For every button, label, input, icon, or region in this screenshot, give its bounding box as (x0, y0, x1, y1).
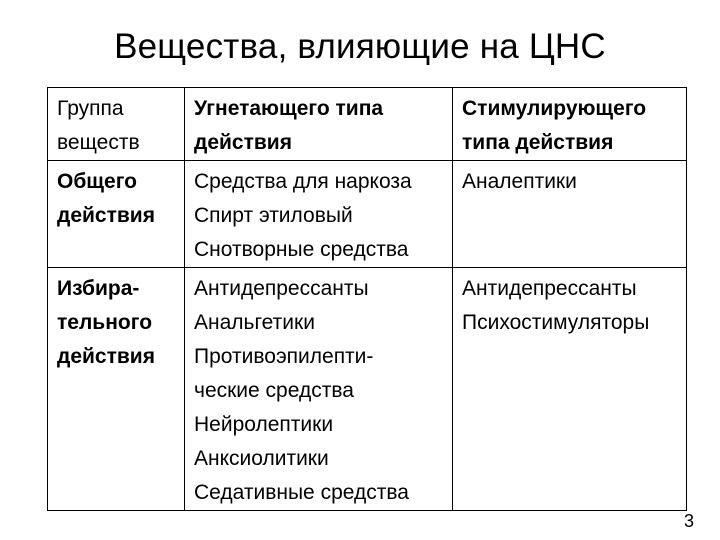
substances-table (47, 87, 687, 511)
header-stimulant-line: Стимулирующего (462, 97, 647, 120)
header-cell-stimulant (453, 88, 687, 161)
header-cell-group (48, 88, 185, 161)
slide-title: Вещества, влияющие на ЦНС (114, 27, 606, 66)
group-line: действия (57, 204, 155, 227)
header-cell-depressant (185, 88, 453, 161)
drug-item: Противоэпилепти- (194, 345, 374, 368)
drug-item: Антидепрессанты (462, 277, 637, 300)
drug-item: Снотворные средства (194, 238, 409, 261)
page-number: 3 (683, 511, 694, 531)
stimulant-cell-general (453, 161, 687, 268)
drug-item: Спирт этиловый (194, 204, 353, 227)
group-line: действия (57, 345, 155, 368)
header-group-line: веществ (57, 131, 140, 154)
drug-item: Антидепрессанты (194, 277, 369, 300)
drug-item: Средства для наркоза (194, 170, 412, 193)
header-stimulant-line: типа действия (462, 131, 614, 154)
drug-item: Анксиолитики (194, 447, 329, 470)
drug-item: ческие средства (194, 379, 354, 402)
table-header-row (48, 88, 687, 161)
group-cell-selective (48, 268, 185, 511)
drug-item: Анальгетики (194, 311, 315, 334)
group-line: Избира- (57, 277, 140, 300)
depressant-cell-selective (185, 268, 453, 511)
drug-item: Психостимуляторы (462, 311, 650, 334)
drug-item: Нейролептики (194, 413, 334, 436)
group-cell-general (48, 161, 185, 268)
header-depressant-line: действия (194, 131, 292, 154)
stimulant-cell-selective (453, 268, 687, 511)
group-line: тельного (57, 311, 153, 334)
drug-item: Седативные средства (194, 481, 409, 504)
header-depressant-line: Угнетающего типа (194, 97, 384, 120)
table-row-general (48, 161, 687, 268)
table-row-selective (48, 268, 687, 511)
group-line: Общего (57, 170, 138, 193)
drug-item: Аналептики (462, 170, 577, 193)
header-group-line: Группа (57, 97, 124, 120)
depressant-cell-general (185, 161, 453, 268)
